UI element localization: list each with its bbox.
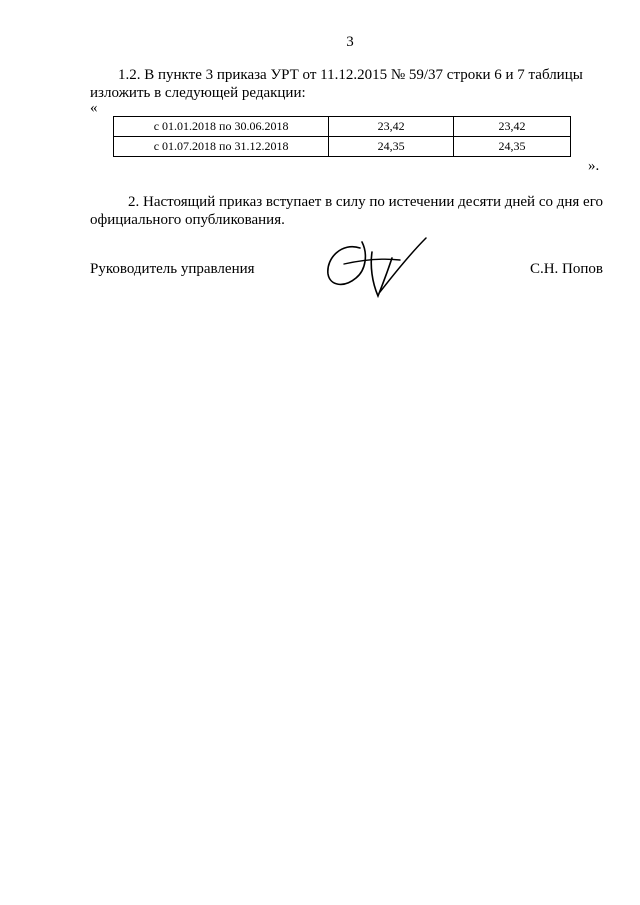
- table-cell-value: 24,35: [329, 137, 454, 157]
- table-row: [114, 117, 571, 137]
- table-cell-value: 24,35: [453, 137, 570, 157]
- paragraph-1-line-2: изложить в следующей редакции:: [90, 85, 306, 101]
- quote-open: «: [90, 100, 98, 116]
- table-row: [114, 137, 571, 157]
- paragraph-1-line-1: 1.2. В пункте 3 приказа УРТ от 11.12.2015 № 59/37 строки 6 и 7 таблицы: [118, 67, 583, 83]
- page-number: 3: [346, 34, 354, 50]
- table-cell-period: с 01.01.2018 по 30.06.2018: [114, 117, 329, 137]
- signer-name: С.Н. Попов: [529, 261, 603, 277]
- handwritten-signature: [322, 230, 442, 310]
- tariff-table: [113, 116, 571, 157]
- paragraph-2-line-1: 2. Настоящий приказ вступает в силу по истечении десяти дней со дня его: [128, 194, 603, 210]
- table-cell-value: 23,42: [453, 117, 570, 137]
- table-cell-period: с 01.07.2018 по 31.12.2018: [114, 137, 329, 157]
- signer-title: Руководитель управления: [90, 261, 255, 277]
- paragraph-2-line-2: официального опубликования.: [90, 212, 285, 228]
- quote-close: ».: [588, 158, 600, 174]
- table-cell-value: 23,42: [329, 117, 454, 137]
